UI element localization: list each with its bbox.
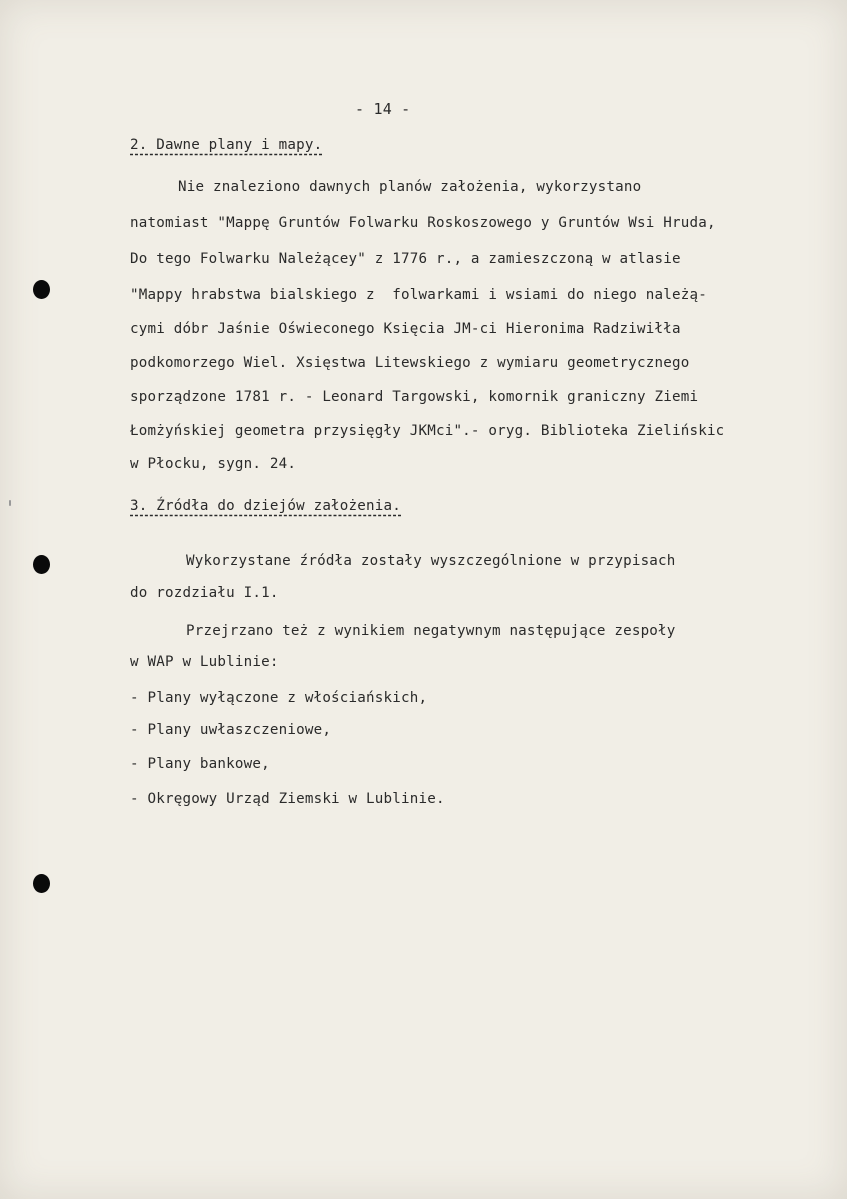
punch-hole — [33, 555, 50, 574]
paragraph-line: sporządzone 1781 r. - Leonard Targowski, komornik graniczny Ziemi — [130, 389, 699, 405]
paragraph-line: Łomżyńskiej geometra przysięgły JKMci".- oryg. Biblioteka Zielińskic — [130, 423, 725, 439]
paper-speck — [9, 500, 11, 506]
list-item: - Okręgowy Urząd Ziemski w Lublinie. — [130, 791, 445, 807]
paragraph-line: Nie znaleziono dawnych planów założenia, wykorzystano — [178, 179, 642, 195]
paragraph-line: Do tego Folwarku Należącey" z 1776 r., a zamieszczoną w atlasie — [130, 251, 681, 267]
paragraph-line: w WAP w Lublinie: — [130, 654, 279, 670]
paragraph-line: "Mappy hrabstwa bialskiego z folwarkami i wsiami do niego należą- — [130, 287, 707, 303]
punch-hole — [33, 874, 50, 893]
paragraph-line: cymi dóbr Jaśnie Oświeconego Księcia JM-ci Hieronima Radziwiłła — [130, 321, 681, 337]
section-heading: 3. Źródła do dziejów założenia. — [130, 498, 401, 514]
list-item: - Plany wyłączone z włościańskich, — [130, 690, 428, 706]
punch-hole — [33, 280, 50, 299]
page-number: - 14 - — [355, 100, 411, 118]
list-item: - Plany uwłaszczeniowe, — [130, 722, 332, 738]
paragraph-line: Przejrzano też z wynikiem negatywnym następujące zespoły — [186, 623, 676, 639]
list-item: - Plany bankowe, — [130, 756, 270, 772]
paragraph-line: natomiast "Mappę Gruntów Folwarku Roskoszowego y Gruntów Wsi Hruda, — [130, 215, 716, 231]
section-heading: 2. Dawne plany i mapy. — [130, 137, 323, 153]
paragraph-line: podkomorzego Wiel. Xsięstwa Litewskiego z wymiaru geometrycznego — [130, 355, 690, 371]
paragraph-line: do rozdziału I.1. — [130, 585, 279, 601]
paragraph-line: Wykorzystane źródła zostały wyszczególnione w przypisach — [186, 553, 676, 569]
paragraph-line: w Płocku, sygn. 24. — [130, 456, 297, 472]
